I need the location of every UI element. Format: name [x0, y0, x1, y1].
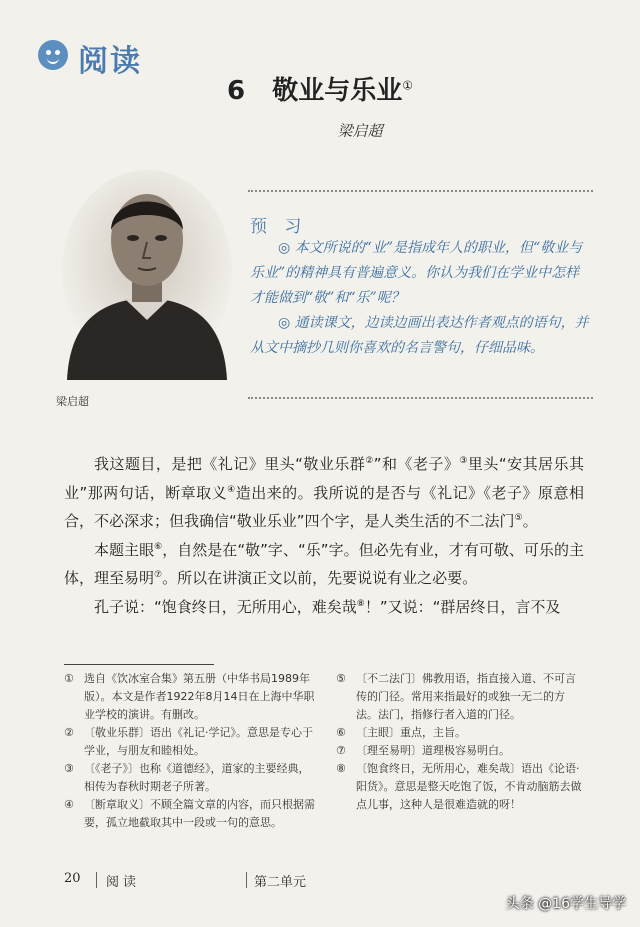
preview-top-divider: [248, 190, 593, 192]
preview-paragraph: ◎ 通读课文，边读边画出表达作者观点的语句，并从文中摘抄几则你喜欢的名言警句，仔细品味。: [250, 315, 589, 356]
footnote-text: 〔断章取义〕不顾全篇文章的内容，而只根据需要，孤立地截取其中一段或一句的意思。: [84, 798, 315, 829]
footnote-number: ⑤: [336, 672, 346, 685]
footnote: [64, 724, 316, 760]
footer-section: 阅读: [106, 875, 141, 890]
footnote-ref: ②: [365, 456, 374, 466]
author-name: 梁启超: [337, 122, 383, 140]
footnote-ref: ④: [227, 484, 236, 495]
footnote-number: ⑦: [336, 744, 346, 757]
footnote-text: 〔不二法门〕佛教用语，指直接入道、不可言传的门径。常用来指最好的或独一无二的方法。法门，指修行者入道的门径。: [356, 672, 576, 721]
footnote-text: 〔理至易明〕道理极容易明白。: [356, 744, 510, 757]
footnote-ref: ⑤: [514, 513, 523, 523]
footnote-ref: ⑧: [356, 598, 365, 609]
text-run: ！”又说：“群居终日，言不及: [364, 597, 561, 616]
footnote-text: 选自《饮冰室合集》第五册（中华书局1989年版）。本文是作者1922年8月14日在上海中华职业学校的演讲。有删改。: [84, 672, 315, 721]
text-run: ”和《老子》: [373, 455, 460, 473]
lesson-number: 6: [226, 76, 246, 106]
footnote-ref: ③: [459, 456, 468, 466]
footnote-number: ⑧: [336, 762, 346, 775]
page-number: 20: [64, 871, 81, 886]
footnote-ref: ⑥: [154, 541, 163, 552]
footnote: [64, 760, 316, 796]
text-run: 。所以在讲演正文以前，先要说说有业之必要。: [162, 569, 478, 587]
body-text: [64, 449, 584, 620]
footnotes-left: [64, 670, 316, 832]
watermark: 头条 @16学生导学: [505, 896, 626, 912]
body-paragraph: [64, 535, 584, 592]
preview-bottom-divider: [248, 397, 593, 399]
text-run: 本题主眼: [94, 540, 155, 559]
section-smiley-icon: [38, 40, 68, 70]
lesson-title-note: ①: [402, 78, 414, 93]
preview-heading: 预 习: [250, 217, 308, 237]
footnote: [64, 796, 316, 832]
preview-text: [250, 236, 590, 361]
text-run: 里头“安其居乐其业”那两句话，断章取义: [64, 455, 584, 502]
footnote-rule: [64, 664, 214, 665]
preview-paragraph: ◎ 本文所说的“业”是指成年人的职业，但“敬业与乐业”的精神具有普遍意义。你认为我们在学业中怎样才能做到“敬”和“乐”呢？: [250, 240, 583, 306]
footnote: [336, 742, 584, 760]
text-run: 孔子说：“饱食终日，无所用心，难矣哉: [94, 597, 357, 616]
footnote: [336, 670, 584, 724]
section-title: 阅读: [78, 44, 142, 79]
footer-divider: [96, 872, 97, 888]
footnote: [336, 724, 584, 742]
footnote: [336, 760, 584, 814]
body-paragraph: [64, 592, 584, 621]
footnote-ref: ⑦: [154, 570, 163, 580]
lesson-title-text: 敬业与乐业: [272, 76, 403, 106]
text-run: 造出来的。我所说的是否与《礼记》《老子》原意相合，不必深求；但我确信“敬业乐业”四个字，是人类生活的不二法门: [64, 483, 584, 530]
text-run: 。: [522, 512, 538, 530]
footnote: [64, 670, 316, 724]
footnote-text: 〔《老子》〕也称《道德经》，道家的主要经典，相传为春秋时期老子所著。: [84, 762, 310, 793]
lesson-title: [0, 70, 640, 107]
footnote-number: ①: [64, 672, 74, 685]
footer-divider: [246, 872, 247, 888]
author-portrait: [62, 170, 232, 380]
footnote-text: 〔敬业乐群〕语出《礼记·学记》。意思是专心于学业，与朋友和睦相处。: [84, 726, 313, 757]
footnote-number: ②: [64, 726, 74, 739]
footnote-number: ④: [64, 798, 74, 811]
text-run: 我这题目，是把《礼记》里头“敬业乐群: [94, 455, 366, 473]
footnotes-right: [336, 670, 584, 814]
text-run: ，自然是在“敬”字、“乐”字。但必先有业，才有可敬、可乐的主体，理至易明: [64, 540, 584, 587]
footnote-text: 〔饱食终日，无所用心，难矣哉〕语出《论语·阳货》。意思是整天吃饱了饭，不肯动脑筋去做点儿事，这种人是很难造就的呀！: [356, 762, 582, 811]
body-paragraph: [64, 449, 584, 535]
footnote-text: 〔主眼〕重点，主旨。: [356, 726, 466, 739]
footer-unit: 第二单元: [254, 875, 307, 890]
footnote-number: ⑥: [336, 726, 346, 739]
footnote-number: ③: [64, 762, 74, 775]
portrait-caption: 梁启超: [56, 395, 89, 408]
